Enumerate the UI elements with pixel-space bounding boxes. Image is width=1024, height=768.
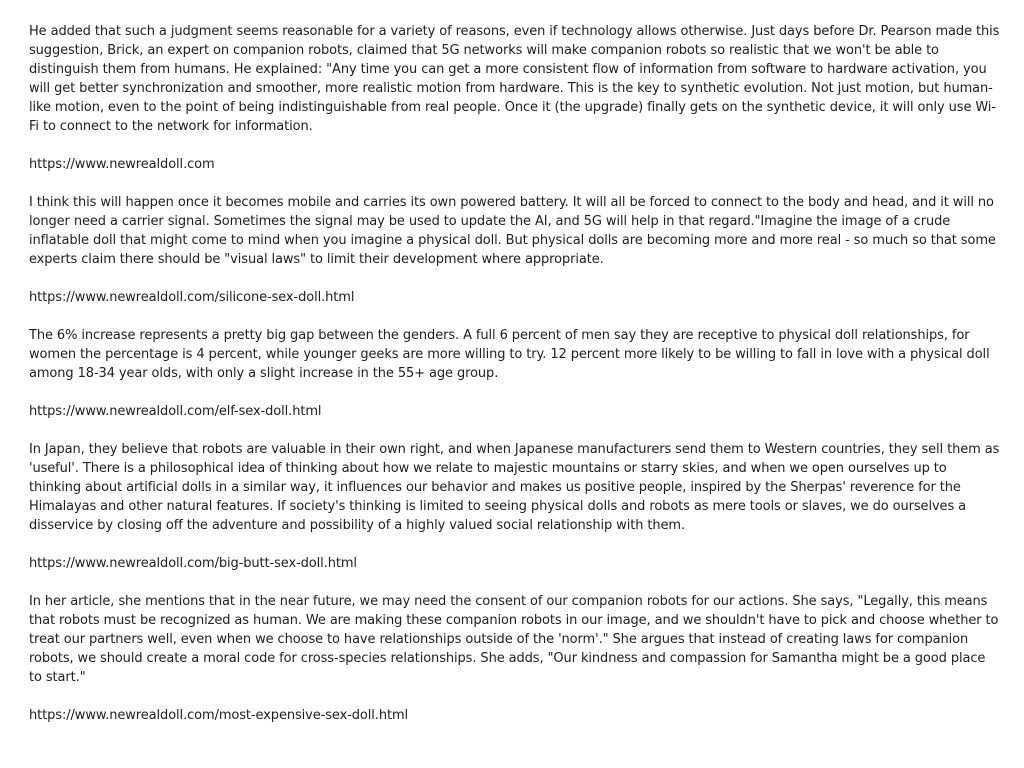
paragraph-japan: In Japan, they believe that robots are valuable in their own right, and when Japanese manufacturers send them to Western countries, they sell them as 'useful'. There is a philosophical idea of thinking about how we relate to majestic mountains or starry skies, and when we open ourselves up to thinking about artificial dolls in a similar way, it influences our behavior and makes us positive people, inspired by the Sherpas' reverence for the Himalayas and other natural features. If society's thinking is limited to seeing physical dolls and robots as mere tools or slaves, we do ourselves a disservice by closing off the adventure and possibility of a highly valued social relationship with them. xyxy=(29,442,1000,533)
url-text: https://www.newrealdoll.com/elf-sex-doll.html xyxy=(29,404,322,419)
paragraph-battery: I think this will happen once it becomes mobile and carries its own powered battery. It will all be forced to connect to the body and head, and it will no longer need a carrier signal. Sometimes the signal may be used to update the AI, and 5G will help in that regard."Imagine the image of a crude inflatable doll that might come to mind when you imagine a physical doll. But physical dolls are becoming more and more real - so much so that some experts claim there should be "visual laws" to limit their development where appropriate. xyxy=(29,195,996,267)
url-text: https://www.newrealdoll.com/silicone-sex-doll.html xyxy=(29,290,355,305)
paragraph-consent: In her article, she mentions that in the near future, we may need the consent of our companion robots for our actions. She says, "Legally, this means that robots must be recognized as human. We are making these companion robots in our image, and we shouldn't have to pick and choose whether to treat our partners well, even when we choose to have relationships outside of the 'norm'." She argues that instead of creating laws for companion robots, we should create a moral code for cross-species relationships. She adds, "Our kindness and compassion for Samantha might be a good place to start." xyxy=(29,594,999,685)
url-text: https://www.newrealdoll.com/most-expensive-sex-doll.html xyxy=(29,708,409,723)
paragraph-judgment: He added that such a judgment seems reasonable for a variety of reasons, even if technology allows otherwise. Just days before Dr. Pearson made this suggestion, Brick, an expert on companion robots, claimed that 5G networks will make companion robots so realistic that we won't be able to distinguish them from humans. He explained: "Any time you can get a more consistent flow of information from software to hardware activation, you will get better synchronization and smoother, more realistic motion from hardware. This is the key to synthetic evolution. Not just motion, but human-like motion, even to the point of being indistinguishable from real people. Once it (the upgrade) finally gets on the synthetic device, it will only use Wi-Fi to connect to the network for information. xyxy=(29,24,1000,134)
url-text: https://www.newrealdoll.com xyxy=(29,157,215,172)
url-text: https://www.newrealdoll.com/big-butt-sex-doll.html xyxy=(29,556,357,571)
paragraph-statistics: The 6% increase represents a pretty big gap between the genders. A full 6 percent of men say they are receptive to physical doll relationships, for women the percentage is 4 percent, while younger geeks are more willing to try. 12 percent more likely to be willing to fall in love with a physical doll among 18-34 year olds, with only a slight increase in the 55+ age group. xyxy=(29,328,990,381)
